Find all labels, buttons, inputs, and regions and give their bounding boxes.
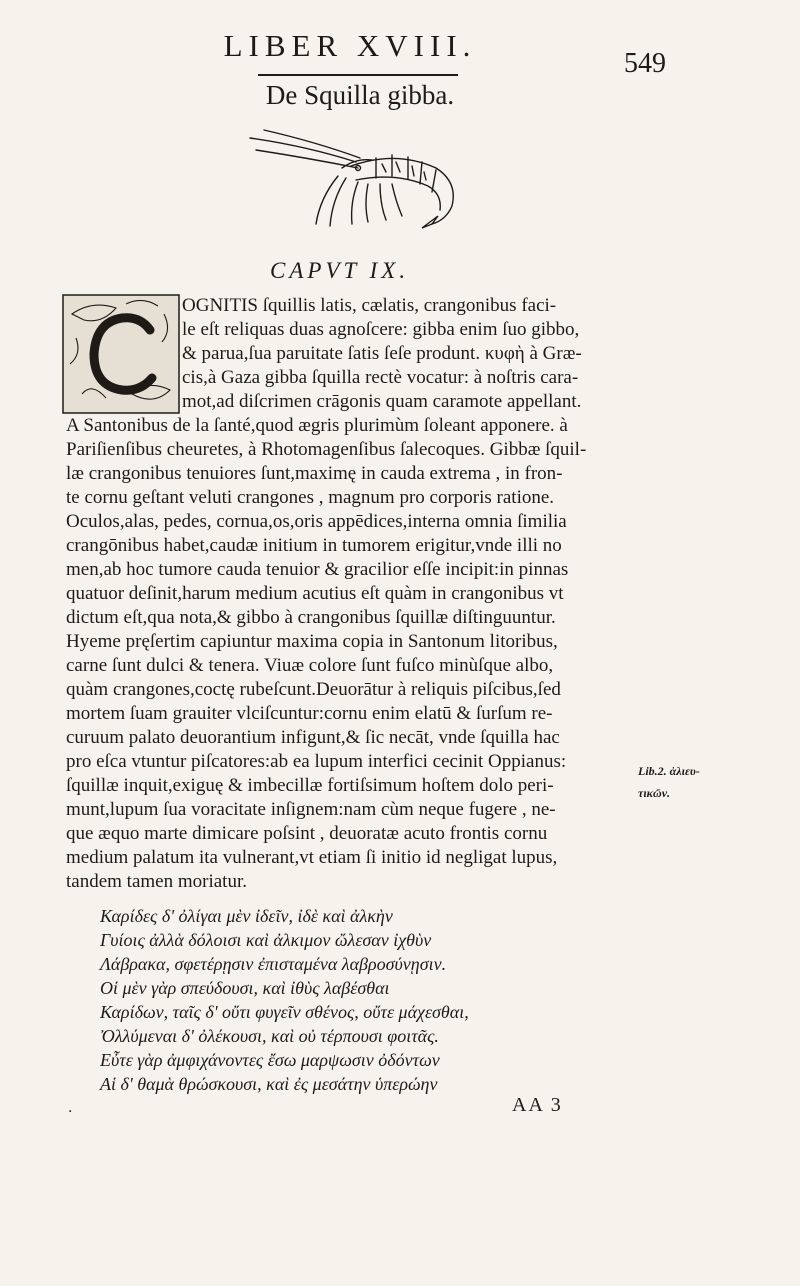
margin-note: Lib.2. ἁλιευ-τικῶν. [638,764,700,800]
verse-line: Γυίοις ἀλλὰ δόλοισι καὶ ἀλκιμον ὤλεσαν ἰχθὺν [100,930,432,950]
body-line: men,ab hoc tumore cauda tenuior & gracilior eſſe incipit:in pinnas [66,559,569,580]
body-line: læ crangonibus tenuiores ſunt,maximę in cauda extrema , in fron- [66,463,563,484]
verse-line: Οἱ μὲν γὰρ σπεύδουσι, καὶ ἰθὺς λαβέσθαι [100,978,390,998]
body-line: mot,ad diſcrimen crāgonis quam caramote appellant. [182,391,582,412]
signature-mark: AA 3 [512,1094,563,1116]
body-line: Oculos,alas, pedes, cornua,os,oris appēdices,interna omnia ſimilia [66,511,567,532]
printer-mark: · [68,1104,73,1120]
body-line: Pariſienſibus cheuretes, à Rhotomagenſibus ſalecoques. Gibbæ ſquil- [66,439,587,460]
body-line: munt,lupum ſua voracitate inſignem:nam cùm neque fugere , ne- [66,799,556,820]
verse-line: Ὀλλύμεναι δ' ὀλέκουσι, καὶ οὐ τέρπουσι φοιτᾶς. [100,1026,439,1046]
running-head: LIBER XVIII. [223,28,477,63]
body-line: quàm crangones,coctę rubeſcunt.Deuorātur à reliquis piſcibus,ſed [66,679,561,700]
body-line: le eſt reliquas duas agnoſcere: gibba enim ſuo gibbo, [182,319,580,340]
body-line: mortem ſuam grauiter vlciſcuntur:cornu enim elatū & ſurſum re- [66,703,553,724]
verse-line: Καρίδες δ' ὀλίγαι μὲν ἰδεῖν, ἰδὲ καὶ ἀλκὴν [100,906,393,926]
body-line: quatuor deſinit,harum medium acutius eſt quàm in crangonibus vt [66,583,564,604]
body-line: A Santonibus de la ſanté,quod ægris plurimùm ſoleant apponere. à [66,415,568,436]
body-line: Hyeme pręſertim capiuntur maxima copia in Santonum litoribus, [66,631,558,652]
body-line: & parua,ſua paruitate ſatis ſeſe produnt. κυφὴ à Græ- [182,343,582,364]
verse-line: Εὖτε γὰρ ἀμφιχάνοντες ἔσω μαρψωσιν ὀδόντων [100,1050,440,1070]
body-line: dictum eſt,qua nota,& gibbo à crangonibus ſquillæ diſtinguuntur. [66,607,556,628]
body-line: ſquillæ inquit,exiguę & imbecillæ fortiſsimum hoſtem dolo peri- [66,775,554,796]
verse-line: Λάβρακα, σφετέρῃσιν ἐπισταμένα λαβροσύνῃσιν. [100,954,447,974]
body-line: pro eſca vtuntur piſcatores:ab ea lupum interfici cecinit Oppianus: [66,751,567,772]
body-line: OGNITIS ſquillis latis, cælatis, crangonibus faci- [182,295,557,316]
body-line: crangōnibus habet,caudæ initium in tumorem erigitur,vnde illi no [66,535,562,556]
body-line: te cornu geſtant veluti crangones , magnum pro corporis ratione. [66,487,555,508]
chapter-title: De Squilla gibba. [265,80,455,110]
page-number: 549 [624,48,666,79]
body-line: carne ſunt dulci & tenera. Viuæ colore ſunt fuſco minùſque albo, [66,655,554,676]
body-line: que æquo marte dimicare poſsint , deuoratæ acuto frontis cornu [66,823,548,844]
body-line: cis,à Gaza gibba ſquilla rectè vocatur: à noſtris cara- [182,367,579,388]
chapter-label: CAPVT IX. [270,258,410,283]
body-line: medium palatum ita vulnerant,vt etiam ſi initio id negligat lupus, [66,847,558,868]
verse-line: Καρίδων, ταῖς δ' οὔτι φυγεῖν σθένος, οὔτε μάχεσθαι, [100,1002,469,1022]
body-line: curuum palato deuorantium infigunt,& ſic necāt, vnde ſquilla hac [66,727,560,748]
body-line: tandem tamen moriatur. [66,871,247,892]
verse-line: Αἱ δ' θαμὰ θρώσκουσι, καὶ ἐς μεσάτην ὑπερώην [100,1074,438,1094]
